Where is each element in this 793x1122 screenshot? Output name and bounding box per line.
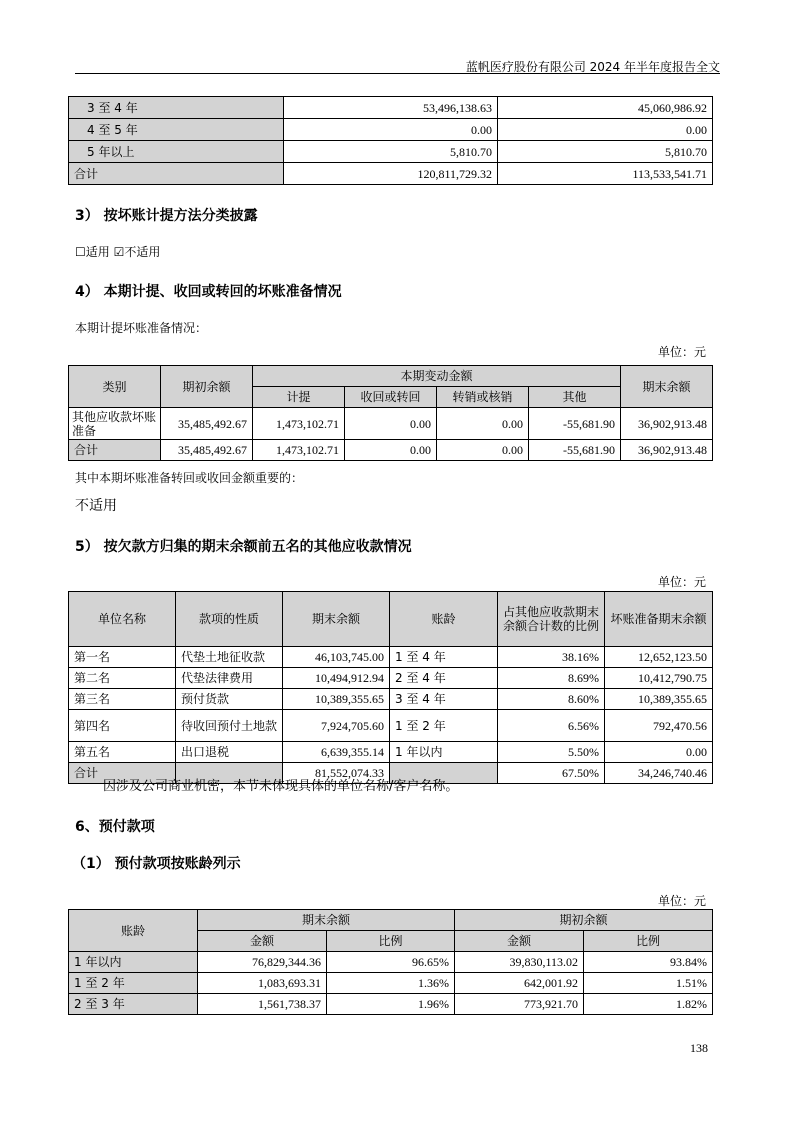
cell-writeoff: 0.00 [437, 440, 529, 461]
cell-opening-ratio: 1.82% [584, 994, 713, 1015]
cell-name: 第三名 [69, 689, 176, 710]
cell-aging: 3 至 4 年 [390, 689, 498, 710]
header-recover: 收回或转回 [345, 387, 437, 408]
table-row-total [69, 163, 713, 185]
cell-provision: 0.00 [605, 742, 713, 763]
cell-ratio: 6.56% [498, 710, 605, 742]
cell-closing: 36,902,913.48 [621, 440, 713, 461]
cell-begin: 113,533,541.71 [498, 163, 713, 185]
cell-closing: 46,103,745.00 [283, 647, 390, 668]
cell-closing-ratio: 1.36% [327, 973, 455, 994]
header-aging: 账龄 [69, 910, 198, 952]
table-row [69, 647, 713, 668]
header-other: 其他 [529, 387, 621, 408]
cell-recover: 0.00 [345, 440, 437, 461]
table-row [69, 408, 713, 440]
cell-nature: 待收回预付土地款 [176, 710, 283, 742]
applicability-checkboxes: ☐适用 ☑不适用 [75, 245, 161, 259]
header-closing: 期末余额 [621, 366, 713, 408]
cell-closing-amount: 76,829,344.36 [198, 952, 327, 973]
cell-closing: 10,389,355.65 [283, 689, 390, 710]
cell-aging: 1 年以内 [390, 742, 498, 763]
header-category: 类别 [69, 366, 161, 408]
section-3-title: 3） 按坏账计提方法分类披露 [75, 208, 258, 224]
cell-closing-amount: 1,561,738.37 [198, 994, 327, 1015]
unit-label: 单位：元 [657, 575, 706, 589]
header-ratio: 占其他应收款期末余额合计数的比例 [498, 592, 605, 647]
cell-end: 53,496,138.63 [284, 97, 498, 119]
cell-opening-amount: 773,921.70 [455, 994, 584, 1015]
cell-opening: 35,485,492.67 [161, 440, 253, 461]
row-label: 3 至 4 年 [69, 97, 284, 119]
page-number: 138 [690, 1041, 708, 1055]
cell-closing: 7,924,705.60 [283, 710, 390, 742]
cell-end: 120,811,729.32 [284, 163, 498, 185]
cell-ratio: 5.50% [498, 742, 605, 763]
table-row [69, 668, 713, 689]
header-opening-amount: 金额 [455, 931, 584, 952]
cell-closing: 6,639,355.14 [283, 742, 390, 763]
cell-closing: 10,494,912.94 [283, 668, 390, 689]
cell-provision: 12,652,123.50 [605, 647, 713, 668]
header-closing: 期末余额 [283, 592, 390, 647]
cell-name: 第四名 [69, 710, 176, 742]
cell-opening-amount: 39,830,113.02 [455, 952, 584, 973]
cell-closing-ratio: 1.96% [327, 994, 455, 1015]
cell-end: 0.00 [284, 119, 498, 141]
header-closing: 期末余额 [198, 910, 455, 931]
cell-provision: 10,389,355.65 [605, 689, 713, 710]
cell-begin: 0.00 [498, 119, 713, 141]
header-change: 本期变动金额 [253, 366, 621, 387]
table-row [69, 742, 713, 763]
cell-name: 第一名 [69, 647, 176, 668]
cell-aging: 1 年以内 [69, 952, 198, 973]
cell-recover: 0.00 [345, 408, 437, 440]
table-row-total [69, 440, 713, 461]
cell-closing-amount: 1,083,693.31 [198, 973, 327, 994]
section-5-title: 5） 按欠款方归集的期末余额前五名的其他应收款情况 [75, 539, 412, 555]
top-five-receivables-table [68, 591, 713, 784]
section-6-subtitle: （1） 预付款项按账龄列示 [72, 856, 241, 872]
aging-table [68, 96, 713, 185]
table-row [69, 952, 713, 973]
header-opening: 期初余额 [455, 910, 713, 931]
cell-writeoff: 0.00 [437, 408, 529, 440]
header-opening-ratio: 比例 [584, 931, 713, 952]
unit-label: 单位：元 [657, 345, 706, 359]
unit-label: 单位：元 [657, 894, 706, 908]
section-4-note: 其中本期坏账准备转回或收回金额重要的： [75, 471, 304, 485]
section-4-note-value: 不适用 [75, 498, 117, 514]
cell-category: 合计 [69, 440, 161, 461]
cell-name: 第五名 [69, 742, 176, 763]
cell-begin: 5,810.70 [498, 141, 713, 163]
header-provision: 坏账准备期末余额 [605, 592, 713, 647]
header-closing-ratio: 比例 [327, 931, 455, 952]
cell-ratio: 8.60% [498, 689, 605, 710]
table-row [69, 973, 713, 994]
table-row [69, 119, 713, 141]
cell-closing: 81,552,074.33 [283, 763, 390, 784]
cell-provision: 10,412,790.75 [605, 668, 713, 689]
cell-provision: 34,246,740.46 [605, 763, 713, 784]
bad-debt-provision-table [68, 365, 713, 461]
cell-nature: 出口退税 [176, 742, 283, 763]
page-header-title: 蓝帆医疗股份有限公司 2024 年半年度报告全文 [465, 60, 720, 74]
row-label: 合计 [69, 163, 284, 185]
cell-accrue: 1,473,102.71 [253, 408, 345, 440]
cell-ratio: 38.16% [498, 647, 605, 668]
section-4-intro: 本期计提坏账准备情况： [75, 321, 208, 335]
cell-end: 5,810.70 [284, 141, 498, 163]
cell-aging: 2 至 3 年 [69, 994, 198, 1015]
cell-begin: 45,060,986.92 [498, 97, 713, 119]
table-row [69, 141, 713, 163]
cell-opening: 35,485,492.67 [161, 408, 253, 440]
row-label: 5 年以上 [69, 141, 284, 163]
header-nature: 款项的性质 [176, 592, 283, 647]
cell-opening-ratio: 93.84% [584, 952, 713, 973]
section-4-title: 4） 本期计提、收回或转回的坏账准备情况 [75, 284, 342, 300]
header-accrue: 计提 [253, 387, 345, 408]
section-5-note: 因涉及公司商业机密，本节未体现具体的单位名称/客户名称。 [103, 779, 459, 794]
cell-opening-ratio: 1.51% [584, 973, 713, 994]
cell-nature: 代垫法律费用 [176, 668, 283, 689]
header-closing-amount: 金额 [198, 931, 327, 952]
cell-name: 合计 [69, 763, 176, 784]
header-writeoff: 转销或核销 [437, 387, 529, 408]
cell-closing-ratio: 96.65% [327, 952, 455, 973]
table-row [69, 689, 713, 710]
table-row [69, 994, 713, 1015]
cell-other: -55,681.90 [529, 440, 621, 461]
cell-ratio: 8.69% [498, 668, 605, 689]
cell-aging: 1 至 2 年 [69, 973, 198, 994]
cell-nature: 预付货款 [176, 689, 283, 710]
header-divider [75, 73, 720, 74]
cell-opening-amount: 642,001.92 [455, 973, 584, 994]
row-label: 4 至 5 年 [69, 119, 284, 141]
header-name: 单位名称 [69, 592, 176, 647]
section-6-title: 6、预付款项 [75, 819, 155, 835]
cell-nature: 代垫土地征收款 [176, 647, 283, 668]
cell-aging: 1 至 4 年 [390, 647, 498, 668]
cell-aging: 1 至 2 年 [390, 710, 498, 742]
cell-ratio: 67.50% [498, 763, 605, 784]
cell-name: 第二名 [69, 668, 176, 689]
table-row [69, 710, 713, 742]
cell-aging: 2 至 4 年 [390, 668, 498, 689]
table-row [69, 97, 713, 119]
cell-accrue: 1,473,102.71 [253, 440, 345, 461]
cell-closing: 36,902,913.48 [621, 408, 713, 440]
cell-other: -55,681.90 [529, 408, 621, 440]
header-aging: 账龄 [390, 592, 498, 647]
cell-provision: 792,470.56 [605, 710, 713, 742]
cell-category: 其他应收款坏账准备 [69, 408, 161, 440]
prepayment-aging-table [68, 909, 713, 1015]
header-opening: 期初余额 [161, 366, 253, 408]
